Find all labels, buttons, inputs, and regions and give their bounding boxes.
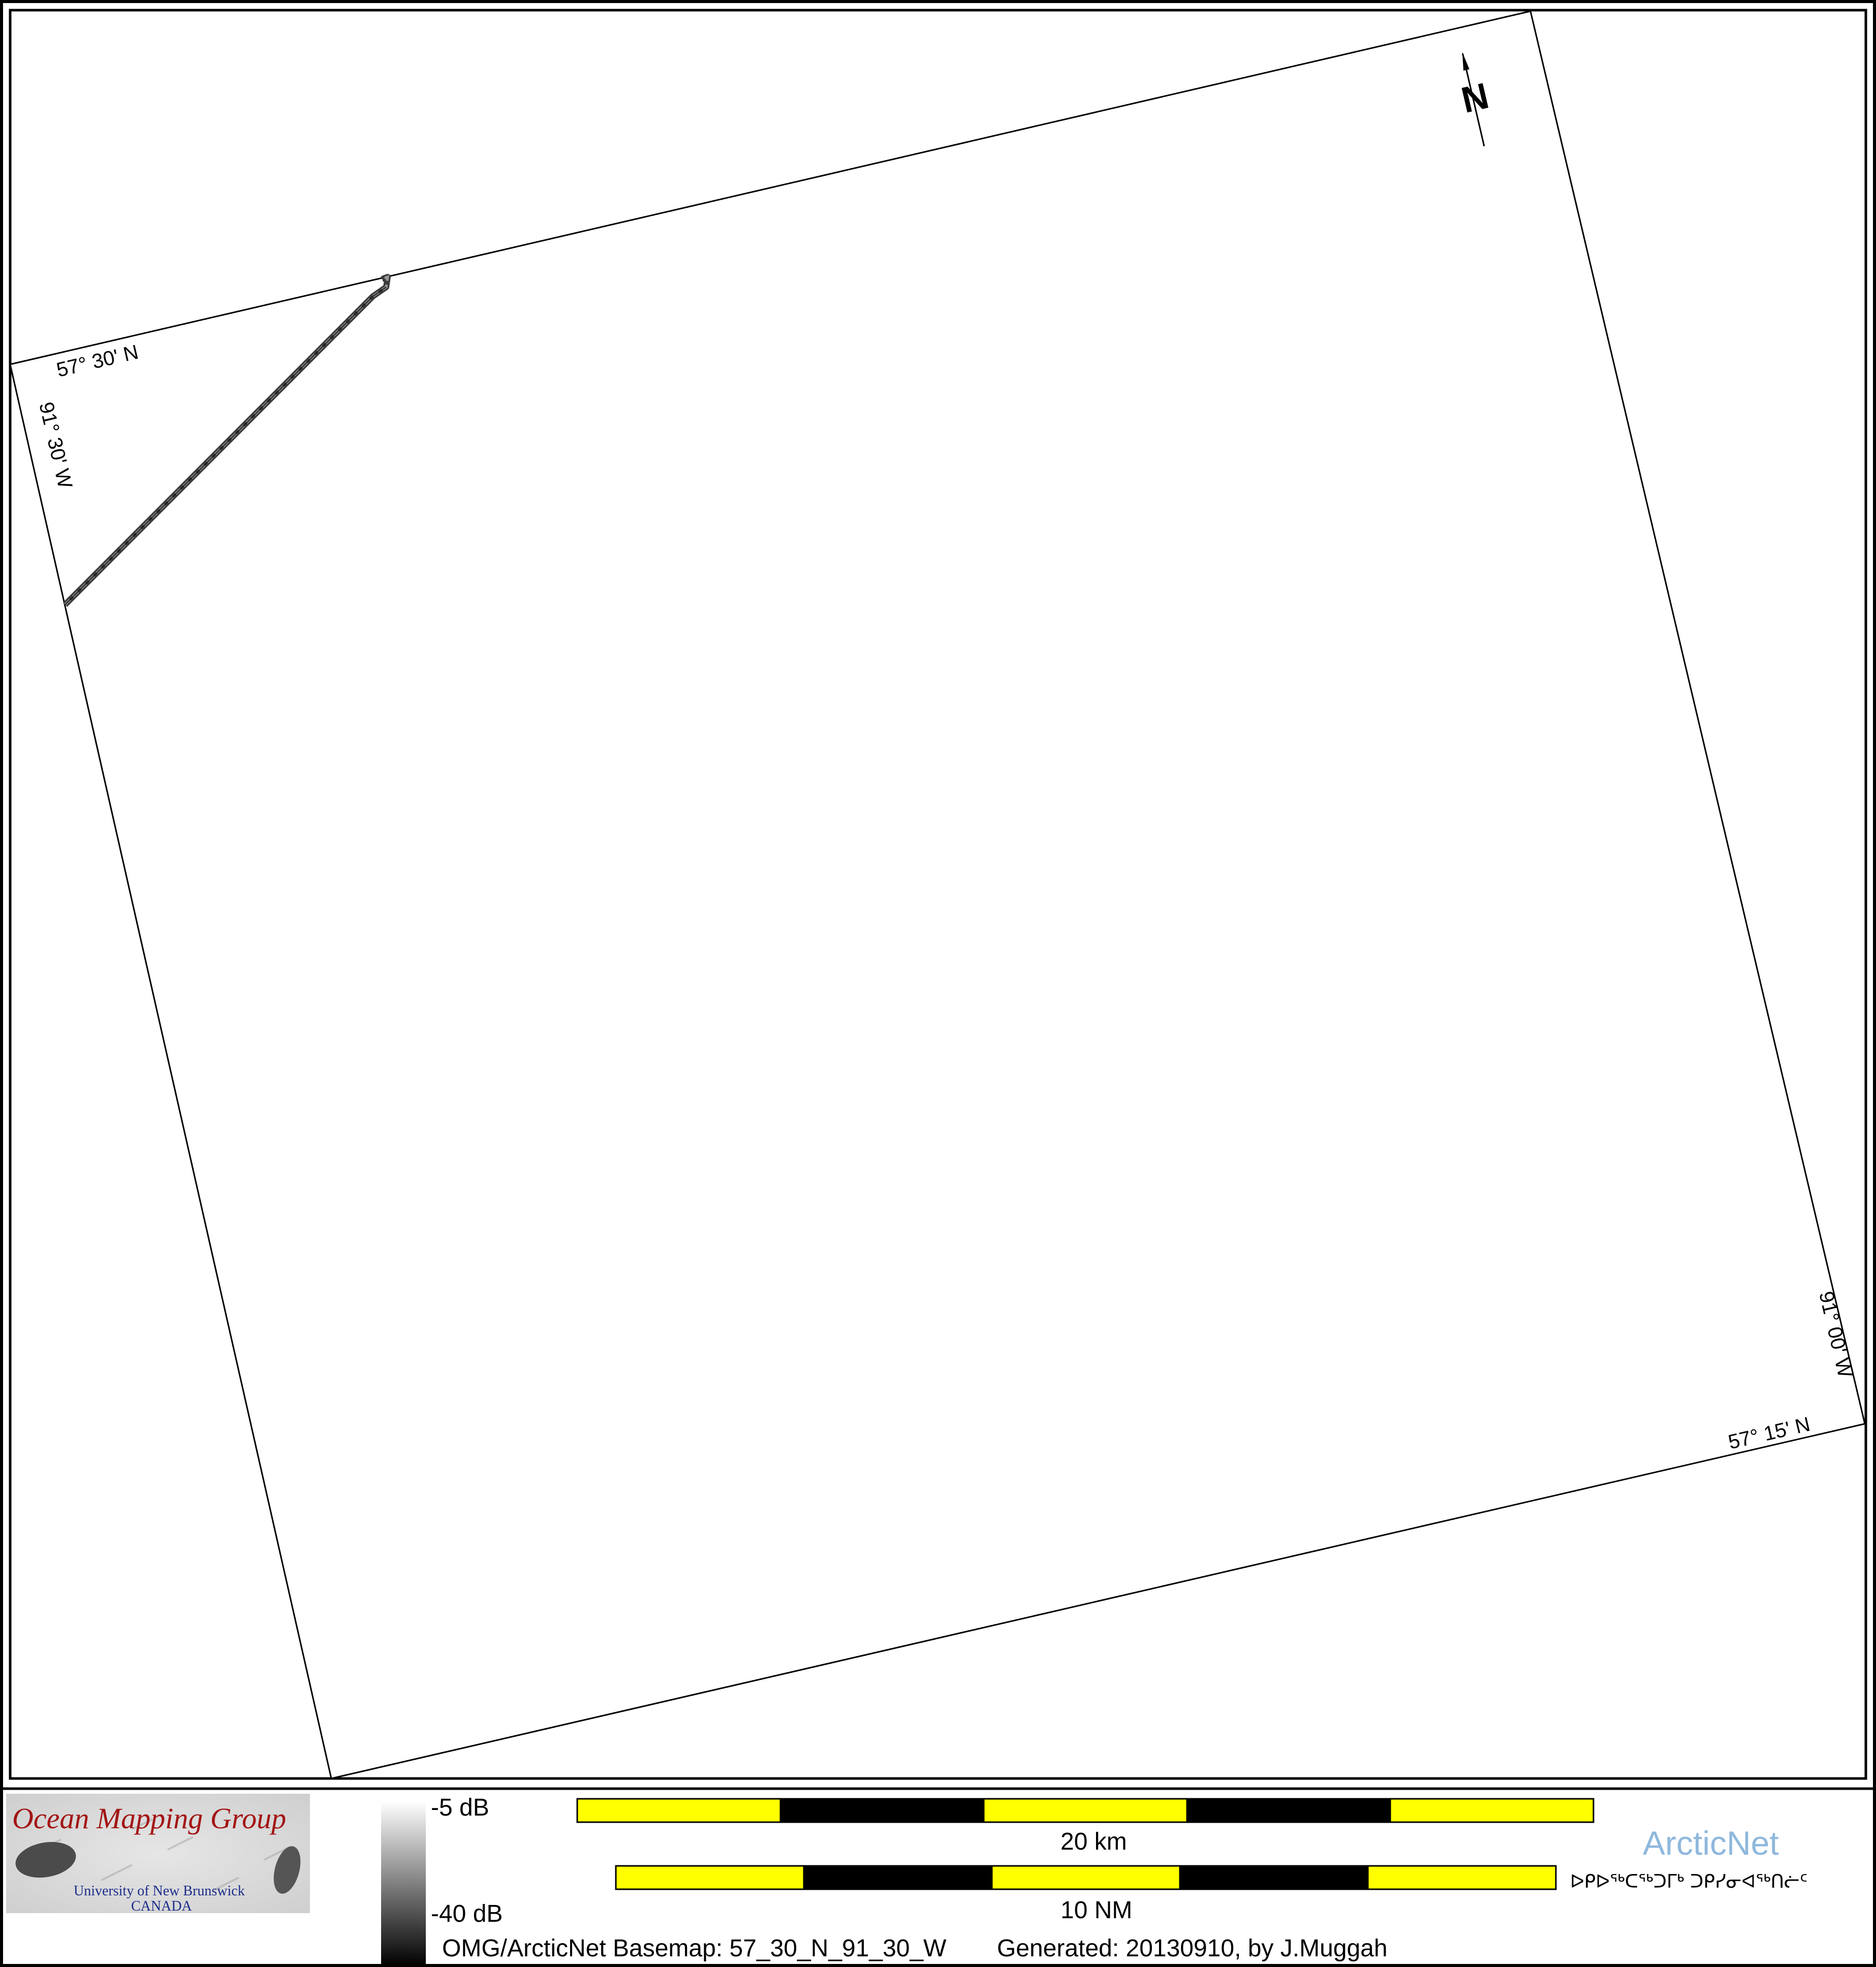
map-area[interactable] <box>10 11 1865 1778</box>
lat-label-top: 57° 30' N <box>54 340 141 382</box>
omg-title: Ocean Mapping Group <box>12 1802 287 1835</box>
omg-university: University of New Brunswick <box>74 1883 245 1899</box>
omg-country: CANADA <box>131 1898 192 1914</box>
scale-bar-nm <box>616 1866 1556 1924</box>
legend-bottom-label: -40 dB <box>431 1900 503 1927</box>
scale-km-label: 20 km <box>1060 1828 1127 1855</box>
scale-bar-km <box>577 1799 1593 1855</box>
footer-basemap: OMG/ArcticNet Basemap: 57_30_N_91_30_W <box>442 1935 947 1962</box>
sheet-boundary <box>10 11 1865 1778</box>
lat-label-bottom: 57° 15' N <box>1726 1413 1812 1454</box>
lon-label-right: 91° 00' W <box>1815 1289 1857 1380</box>
legend-colorbar <box>381 1801 426 1966</box>
scale-nm-label: 10 NM <box>1060 1897 1133 1924</box>
arcticnet-syllabics: ᐅᑭᐅᖅᑕᖅᑐᒥᒃ ᑐᑭᓯᓂᐊᖅᑎᓖᑦ <box>1570 1871 1808 1892</box>
svg-text:N: N <box>1457 75 1493 121</box>
lon-label-left: 91° 30' W <box>35 400 77 491</box>
arcticnet-logo <box>1570 1824 1807 1892</box>
footer-generated: Generated: 20130910, by J.Muggah <box>997 1935 1388 1962</box>
omg-logo <box>6 1794 310 1914</box>
arcticnet-title: ArcticNet <box>1643 1824 1779 1862</box>
legend-top-label: -5 dB <box>431 1794 489 1821</box>
